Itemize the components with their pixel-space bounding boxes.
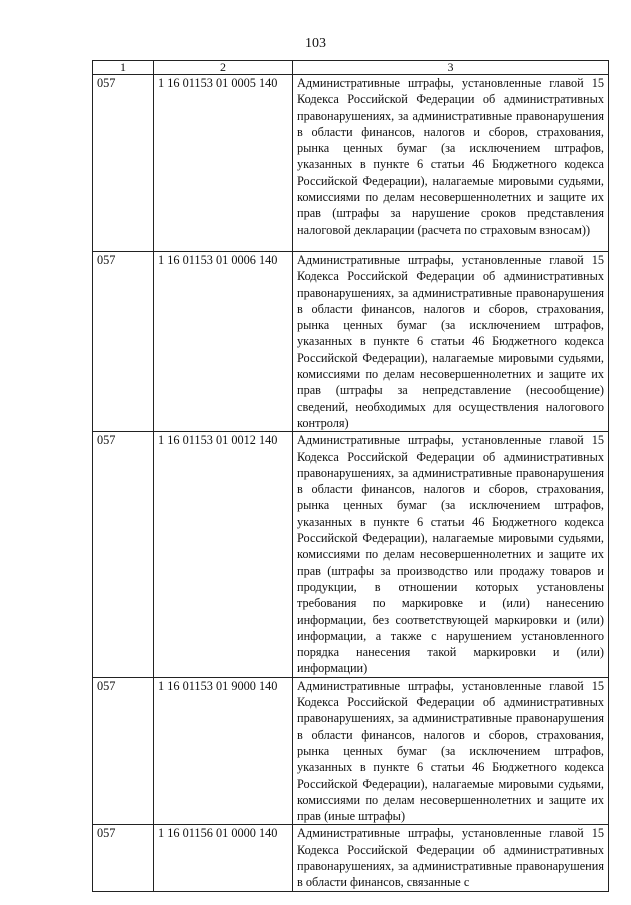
- kbk-code-cell: 1 16 01153 01 0005 140: [154, 75, 293, 252]
- admin-code-cell: 057: [93, 825, 154, 891]
- header-col-2: 2: [154, 61, 293, 75]
- description-cell: Административные штрафы, установленные главой 15 Кодекса Российской Федерации об административных правонарушениях, за административные правонарушения в области финансов, налогов и сборов, страхования, рынка ценных бумаг (за исключением штрафов, указанных в пункте 6 статьи 46 Бюджетного кодекса Российской Федерации), налагаемые мировыми судьями, комиссиями по делам несовершеннолетних и защите их прав (иные штрафы): [293, 677, 609, 825]
- admin-code-cell: 057: [93, 432, 154, 677]
- kbk-code-cell: 1 16 01153 01 0006 140: [154, 252, 293, 432]
- description-cell: Административные штрафы, установленные главой 15 Кодекса Российской Федерации об административных правонарушениях, за административные правонарушения в области финансов, налогов и сборов, страхования, рынка ценных бумаг (за исключением штрафов, указанных в пункте 6 статьи 46 Бюджетного кодекса Российской Федерации), налагаемые мировыми судьями, комиссиями по делам несовершеннолетних и защите их прав (штрафы за непредставление (несообщение) сведений, необходимых для осуществления налогового контроля): [293, 252, 609, 432]
- admin-code-cell: 057: [93, 75, 154, 252]
- page-number: 103: [305, 36, 326, 51]
- table-header-row: [93, 61, 609, 75]
- description-cell: Административные штрафы, установленные главой 15 Кодекса Российской Федерации об административных правонарушениях, за административные правонарушения в области финансов, налогов и сборов, страхования, рынка ценных бумаг (за исключением штрафов, указанных в пункте 6 статьи 46 Бюджетного кодекса Российской Федерации), налагаемые мировыми судьями, комиссиями по делам несовершеннолетних и защите их прав (штрафы за производство или продажу товаров и продукции, в отношении которых установлены требования по маркировке и (или) нанесению информации, без соответствующей маркировки и (или) информации, а также с нарушением установленного порядка нанесения такой маркировки и (или) информации): [293, 432, 609, 677]
- admin-code-cell: 057: [93, 677, 154, 825]
- table-row: [93, 75, 609, 252]
- budget-code-table: [92, 60, 609, 892]
- table-row: [93, 825, 609, 891]
- kbk-code-cell: 1 16 01153 01 9000 140: [154, 677, 293, 825]
- description-cell: Административные штрафы, установленные главой 15 Кодекса Российской Федерации об административных правонарушениях, за административные правонарушения в области финансов, связанные с: [293, 825, 609, 891]
- admin-code-cell: 057: [93, 252, 154, 432]
- table-row: [93, 677, 609, 825]
- kbk-code-cell: 1 16 01156 01 0000 140: [154, 825, 293, 891]
- header-col-1: 1: [93, 61, 154, 75]
- table-row: [93, 432, 609, 677]
- kbk-code-cell: 1 16 01153 01 0012 140: [154, 432, 293, 677]
- header-col-3: 3: [293, 61, 609, 75]
- table-row: [93, 252, 609, 432]
- description-cell: Административные штрафы, установленные главой 15 Кодекса Российской Федерации об административных правонарушениях, за административные правонарушения в области финансов, налогов и сборов, страхования, рынка ценных бумаг (за исключением штрафов, указанных в пункте 6 статьи 46 Бюджетного кодекса Российской Федерации), налагаемые мировыми судьями, комиссиями по делам несовершеннолетних и защите их прав (штрафы за нарушение сроков представления налоговой декларации (расчета по страховым взносам)): [293, 75, 609, 252]
